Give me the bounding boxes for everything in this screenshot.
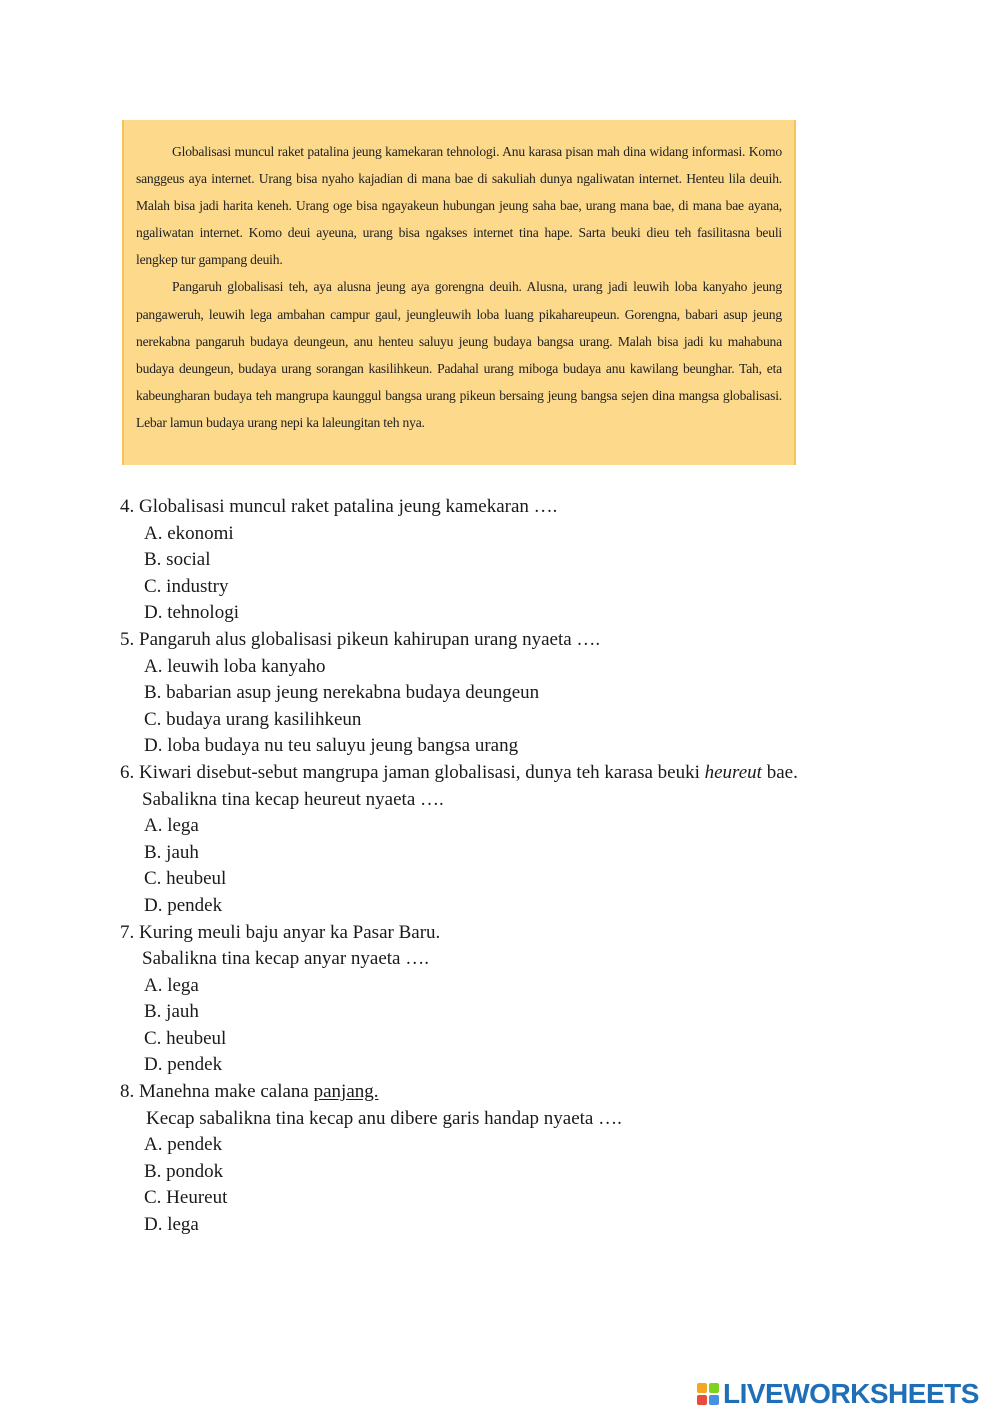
logo-square-3: [697, 1395, 707, 1405]
question-5-option-c[interactable]: C. budaya urang kasilihkeun: [144, 708, 362, 730]
question-8-text-start: 8. Manehna make calana: [120, 1081, 314, 1103]
question-6-option-a[interactable]: A. lega: [144, 815, 199, 837]
question-5-option-b[interactable]: B. babarian asup jeung nerekabna budaya deungeun: [144, 682, 540, 704]
question-7: [120, 920, 880, 1080]
question-8-underlined-word: panjang.: [313, 1081, 379, 1103]
question-8-option-b[interactable]: B. pondok: [144, 1160, 224, 1182]
question-7-text: 7. Kuring meuli baju anyar ka Pasar Baru.: [120, 921, 441, 943]
reading-passage: [122, 120, 796, 465]
question-5-option-d[interactable]: D. loba budaya nu teu saluyu jeung bangsa urang: [144, 735, 519, 757]
question-5-text: 5. Pangaruh alus globalisasi pikeun kahirupan urang nyaeta ….: [120, 628, 601, 650]
brand-name: LIVEWORKSHEETS: [723, 1378, 979, 1409]
passage-paragraph-2: Pangaruh globalisasi teh, aya alusna jeung aya gorengna deuih. Alusna, urang jadi leuwih loba kanyaho jeung pangaweruh, leuwih lega ambahan campur gaul, jeungleuwih loba luang pikahareupeun. Gorengna, babari asup jeung nerekabna pangaruh budaya deungeun, anu henteu saluyu jeung budaya bangsa urang. Malah bisa jadi ku mahabuna budaya deungeun, budaya urang sorangan kasilihkeun. Padahal urang miboga budaya anu kawilang beunghar. Tah, eta kabeungharan budaya teh mangrupa kaunggul bangsa urang pikeun bersaing jeung bangsa sejen dina mangsa globalisasi. Lebar lamun budaya urang nepi ka laleungitan teh nya.: [136, 279, 782, 430]
question-6-italic-word: heureut: [704, 761, 762, 783]
question-6-option-b[interactable]: B. jauh: [144, 841, 199, 863]
question-4-option-d[interactable]: D. tehnologi: [144, 602, 239, 624]
question-7-option-a[interactable]: A. lega: [144, 974, 199, 996]
logo-square-2: [709, 1383, 719, 1393]
question-8-text: [120, 1079, 880, 1106]
liveworksheets-logo-icon: [697, 1383, 719, 1405]
question-5-option-a[interactable]: A. leuwih loba kanyaho: [144, 655, 326, 677]
question-4-option-a[interactable]: A. ekonomi: [144, 522, 234, 544]
question-6-subtext: Sabalikna tina kecap heureut nyaeta ….: [142, 788, 444, 810]
question-4-option-c[interactable]: C. industry: [144, 575, 229, 597]
question-4: [120, 494, 880, 627]
question-list: [120, 494, 880, 1239]
question-8-option-c[interactable]: C. Heureut: [144, 1187, 228, 1209]
question-7-subtext: Sabalikna tina kecap anyar nyaeta ….: [142, 948, 429, 970]
question-6-text: [120, 760, 880, 787]
question-7-option-d[interactable]: D. pendek: [144, 1054, 223, 1076]
question-7-option-c[interactable]: C. heubeul: [144, 1027, 227, 1049]
logo-square-4: [709, 1395, 719, 1405]
passage-paragraph-1: Globalisasi muncul raket patalina jeung kamekaran tehnologi. Anu karasa pisan mah dina widang informasi. Komo sanggeus aya internet. Urang bisa nyaho kajadian di mana bae di sakuliah dunya ngaliwatan internet. Henteu lila deuih. Malah bisa jadi harita keneh. Urang oge bisa ngayakeun hubungan jeung saha bae, urang mana bae, di mana bae ayana, ngaliwatan internet. Komo deui ayeuna, urang bisa ngakses internet tina hape. Sarta beuki dieu teh fasilitasna beuli lengkep tur gampang deuih.: [136, 144, 782, 268]
question-8-subtext: Kecap sabalikna tina kecap anu dibere garis handap nyaeta ….: [146, 1107, 622, 1129]
question-4-option-b[interactable]: B. social: [144, 549, 211, 571]
question-6-option-d[interactable]: D. pendek: [144, 894, 223, 916]
liveworksheets-logo: [697, 1377, 979, 1411]
logo-square-1: [697, 1383, 707, 1393]
question-6-text-end: bae.: [761, 761, 798, 783]
question-4-text: 4. Globalisasi muncul raket patalina jeung kamekaran ….: [120, 496, 558, 517]
question-6: [120, 760, 880, 920]
question-6-option-c[interactable]: C. heubeul: [144, 868, 227, 890]
question-8-option-d[interactable]: D. lega: [144, 1214, 199, 1236]
question-6-text-start: 6. Kiwari disebut-sebut mangrupa jaman globalisasi, dunya teh karasa beuki: [120, 761, 705, 783]
question-8-option-a[interactable]: A. pendek: [144, 1134, 223, 1156]
question-7-option-b[interactable]: B. jauh: [144, 1001, 199, 1023]
question-5: [120, 627, 880, 760]
question-8: [120, 1079, 880, 1239]
